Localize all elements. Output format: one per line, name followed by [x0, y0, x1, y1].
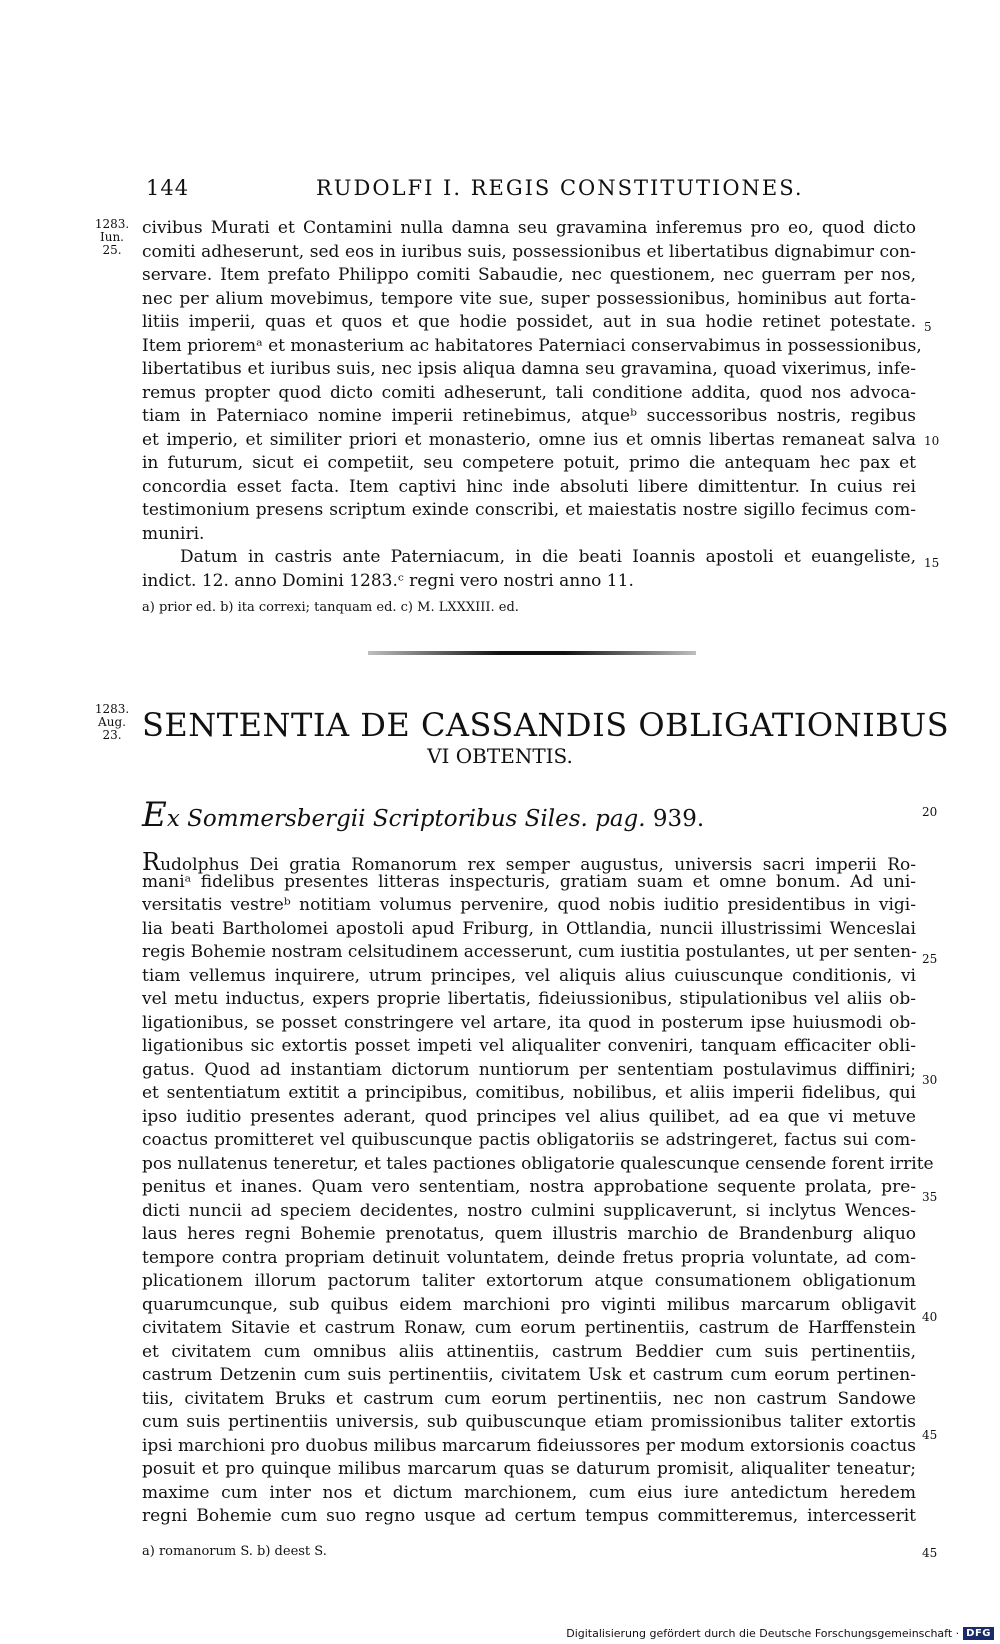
text-line: testimonium presens scriptum exinde conscribi, et maiestatis nostre sigillo fecimus com- [142, 500, 916, 520]
dfg-logo: DFG [963, 1627, 994, 1640]
footnotes-body: a) romanorum S. b) deest S. [142, 1544, 327, 1559]
text-line: ipso iuditio presentes aderant, quod principes vel alius quilibet, ad ea que vi metuve [142, 1106, 916, 1127]
line-number: 5 [924, 320, 932, 334]
text-line: coactus promitteret vel quibuscunque pactis obligatoriis se adstringeret, factus sui com- [142, 1130, 916, 1150]
source-page: 939. [652, 806, 705, 832]
text-line: maxime cum inter nos et dictum marchionem, cum eius iure antedictum heredem [142, 1482, 916, 1503]
margin-date-section: 1283. Aug. 23. [94, 702, 130, 742]
text-line: pos nullatenus teneretur, et tales pactiones obligatorie qualescunque censende forent irrite [142, 1153, 934, 1174]
text-line: gatus. Quod ad instantiam dictorum nuntiorum per sententiam postulavimus diffiniri; [142, 1059, 916, 1080]
text-line: lia beati Bartholomei apostoli apud Friburg, in Ottlandia, nuncii illustrissimi Wenceslai [142, 918, 916, 939]
text-line: versitatis vestreᵇ notitiam volumus pervenire, quod nobis iuditio presidentibus in vigi- [142, 895, 916, 915]
drop-cap: R [142, 848, 161, 876]
text-line: tiam in Paterniaco nomine imperii retinebimus, atqueᵇ successoribus nostris, regibus [142, 406, 916, 426]
text-line: ligationibus sic extortis posset impeti vel aliqualiter conveniri, tanquam efficaciter obli- [142, 1036, 916, 1056]
line-number: 30 [922, 1073, 938, 1087]
text-line: dicti nuncii ad speciem decidentes, nostro culmini supplicaverunt, si inclytus Wences- [142, 1200, 916, 1221]
text-line: concordia esset facta. Item captivi hinc inde absoluti libere dimittentur. In cuius rei [142, 476, 916, 497]
text-line: nec per alium movebimus, tempore vite sue, super possessionibus, hominibus aut forta- [142, 288, 916, 309]
text-line: servare. Item prefato Philippo comiti Sabaudie, nec questionem, nec guerram per nos, [142, 265, 916, 285]
footer-text: Digitalisierung gefördert durch die Deutsche Forschungsgemeinschaft · [566, 1627, 960, 1640]
line-number: 20 [922, 805, 938, 819]
text-line: penitus et inanes. Quam vero sententiam, nostra approbatione sequente prolata, pre- [142, 1177, 916, 1197]
source-initial: E [142, 795, 167, 835]
line-number: 45 [922, 1428, 938, 1442]
text-line: laus heres regni Bohemie prenotatus, quem illustris marchio de Brandenburg aliquo [142, 1224, 916, 1244]
page-number: 144 [146, 176, 190, 200]
text-line: comiti adheserunt, sed eos in iuribus suis, possessionibus et libertatibus dignabimur con- [142, 241, 916, 262]
text-line: in futurum, sicut ei competiit, seu competere potuit, primo die antequam hec pax et [142, 453, 916, 473]
text-line-rest: udolphus Dei gratia Romanorum rex semper augustus, universis sacri imperii Ro- [160, 855, 916, 875]
section-divider [368, 651, 696, 655]
text-line: et imperio, et similiter priori et monasterio, omne ius et omnis libertas remaneat salva [142, 429, 916, 450]
margin-date-top: 1283. Iun. 25. [94, 217, 130, 257]
text-line: et civitatem cum omnibus aliis attinentiis, castrum Beddier cum suis pertinentiis, [142, 1341, 916, 1362]
text-line: maniᵃ fidelibus presentes litteras inspecturis, gratiam suam et omne bonum. Ad uni- [142, 871, 916, 892]
text-line: tiis, civitatem Bruks et castrum cum eorum pertinentiis, nec non castrum Sandowe [142, 1388, 916, 1409]
text-line: muniri. [142, 523, 205, 544]
text-line: Datum in castris ante Paterniacum, in die beati Ioannis apostoli et euangeliste, [180, 547, 916, 567]
text-line: plicationem illorum pactorum taliter extortorum atque consumationem obligationum [142, 1271, 916, 1291]
text-line: et sententiatum extitit a principibus, comitibus, nobilibus, et aliis imperii fidelibus, qui [142, 1083, 916, 1103]
text-line: civibus Murati et Contamini nulla damna seu gravamina inferemus pro eo, quod dicto [142, 218, 916, 238]
line-number: 10 [924, 434, 940, 448]
text-line: vel metu inductus, expers proprie libertatis, fideiussionibus, stipulationibus vel aliis ob- [142, 989, 916, 1009]
line-number-bottom: 45 [922, 1546, 938, 1560]
text-line: regis Bohemie nostram celsitudinem accesserunt, cum iustitia postulantes, ut per senten- [142, 942, 917, 962]
line-number: 25 [922, 952, 938, 966]
text-line: ligationibus, se posset constringere vel artare, ita quod in posterum ipse huiusmodi ob- [142, 1012, 916, 1033]
text-line: Item prioremᵃ et monasterium ac habitatores Paterniaci conservabimus in possessionibus, [142, 335, 922, 356]
text-line: remus propter quod dicto comiti adheserunt, tali conditione addita, quod nos advoca- [142, 382, 916, 403]
text-line: regni Bohemie cum suo regno usque ad certum tempus committeremus, intercesserit [142, 1506, 916, 1526]
text-line: posuit et pro quinque milibus marcarum quas se daturum promisit, aliqualiter teneatur; [142, 1459, 916, 1479]
text-line: tempore contra propriam detinuit voluntatem, deinde fretus propria voluntate, ad com- [142, 1247, 916, 1268]
text-line: ipsi marchioni pro duobus milibus marcarum fideiussores per modum extorsionis coactus [142, 1435, 916, 1456]
footer-credit [566, 1627, 994, 1640]
source-citation [142, 795, 704, 835]
text-line: libertatibus et iuribus suis, nec ipsis aliqua damna seu gravamina, quoad vixerimus, infe- [142, 359, 916, 379]
text-line: castrum Detzenin cum suis pertinentiis, civitatem Usk et castrum cum eorum pertinen- [142, 1365, 916, 1385]
section-title: SENTENTIA DE CASSANDIS OBLIGATIONIBUS [142, 706, 950, 744]
line-number: 40 [922, 1310, 938, 1324]
text-line: tiam vellemus inquirere, utrum principes, vel aliquis alius cuiuscunque conditionis, vi [142, 965, 916, 986]
section-subtitle: VI OBTENTIS. [427, 744, 573, 768]
text-line: quarumcunque, sub quibus eidem marchioni pro viginti milibus marcarum obligavit [142, 1294, 916, 1315]
text-line: indict. 12. anno Domini 1283.ᶜ regni vero nostri anno 11. [142, 570, 634, 591]
text-line: cum suis pertinentiis universis, sub quibuscunque etiam promissionibus taliter extortis [142, 1412, 916, 1432]
line-number: 35 [922, 1190, 938, 1204]
running-title: RUDOLFI I. REGIS CONSTITUTIONES. [316, 176, 804, 200]
source-text: x Sommersbergii Scriptoribus Siles. pag. [166, 806, 646, 832]
line-number: 15 [924, 556, 940, 570]
footnotes-top: a) prior ed. b) ita correxi; tanquam ed. c) M. LXXXIII. ed. [142, 600, 519, 615]
text-line: litiis imperii, quas et quos et que hodie possidet, aut in sua hodie retinet potestate. [142, 312, 916, 332]
text-line: civitatem Sitavie et castrum Ronaw, cum eorum pertinentiis, castrum de Harffenstein [142, 1318, 916, 1338]
